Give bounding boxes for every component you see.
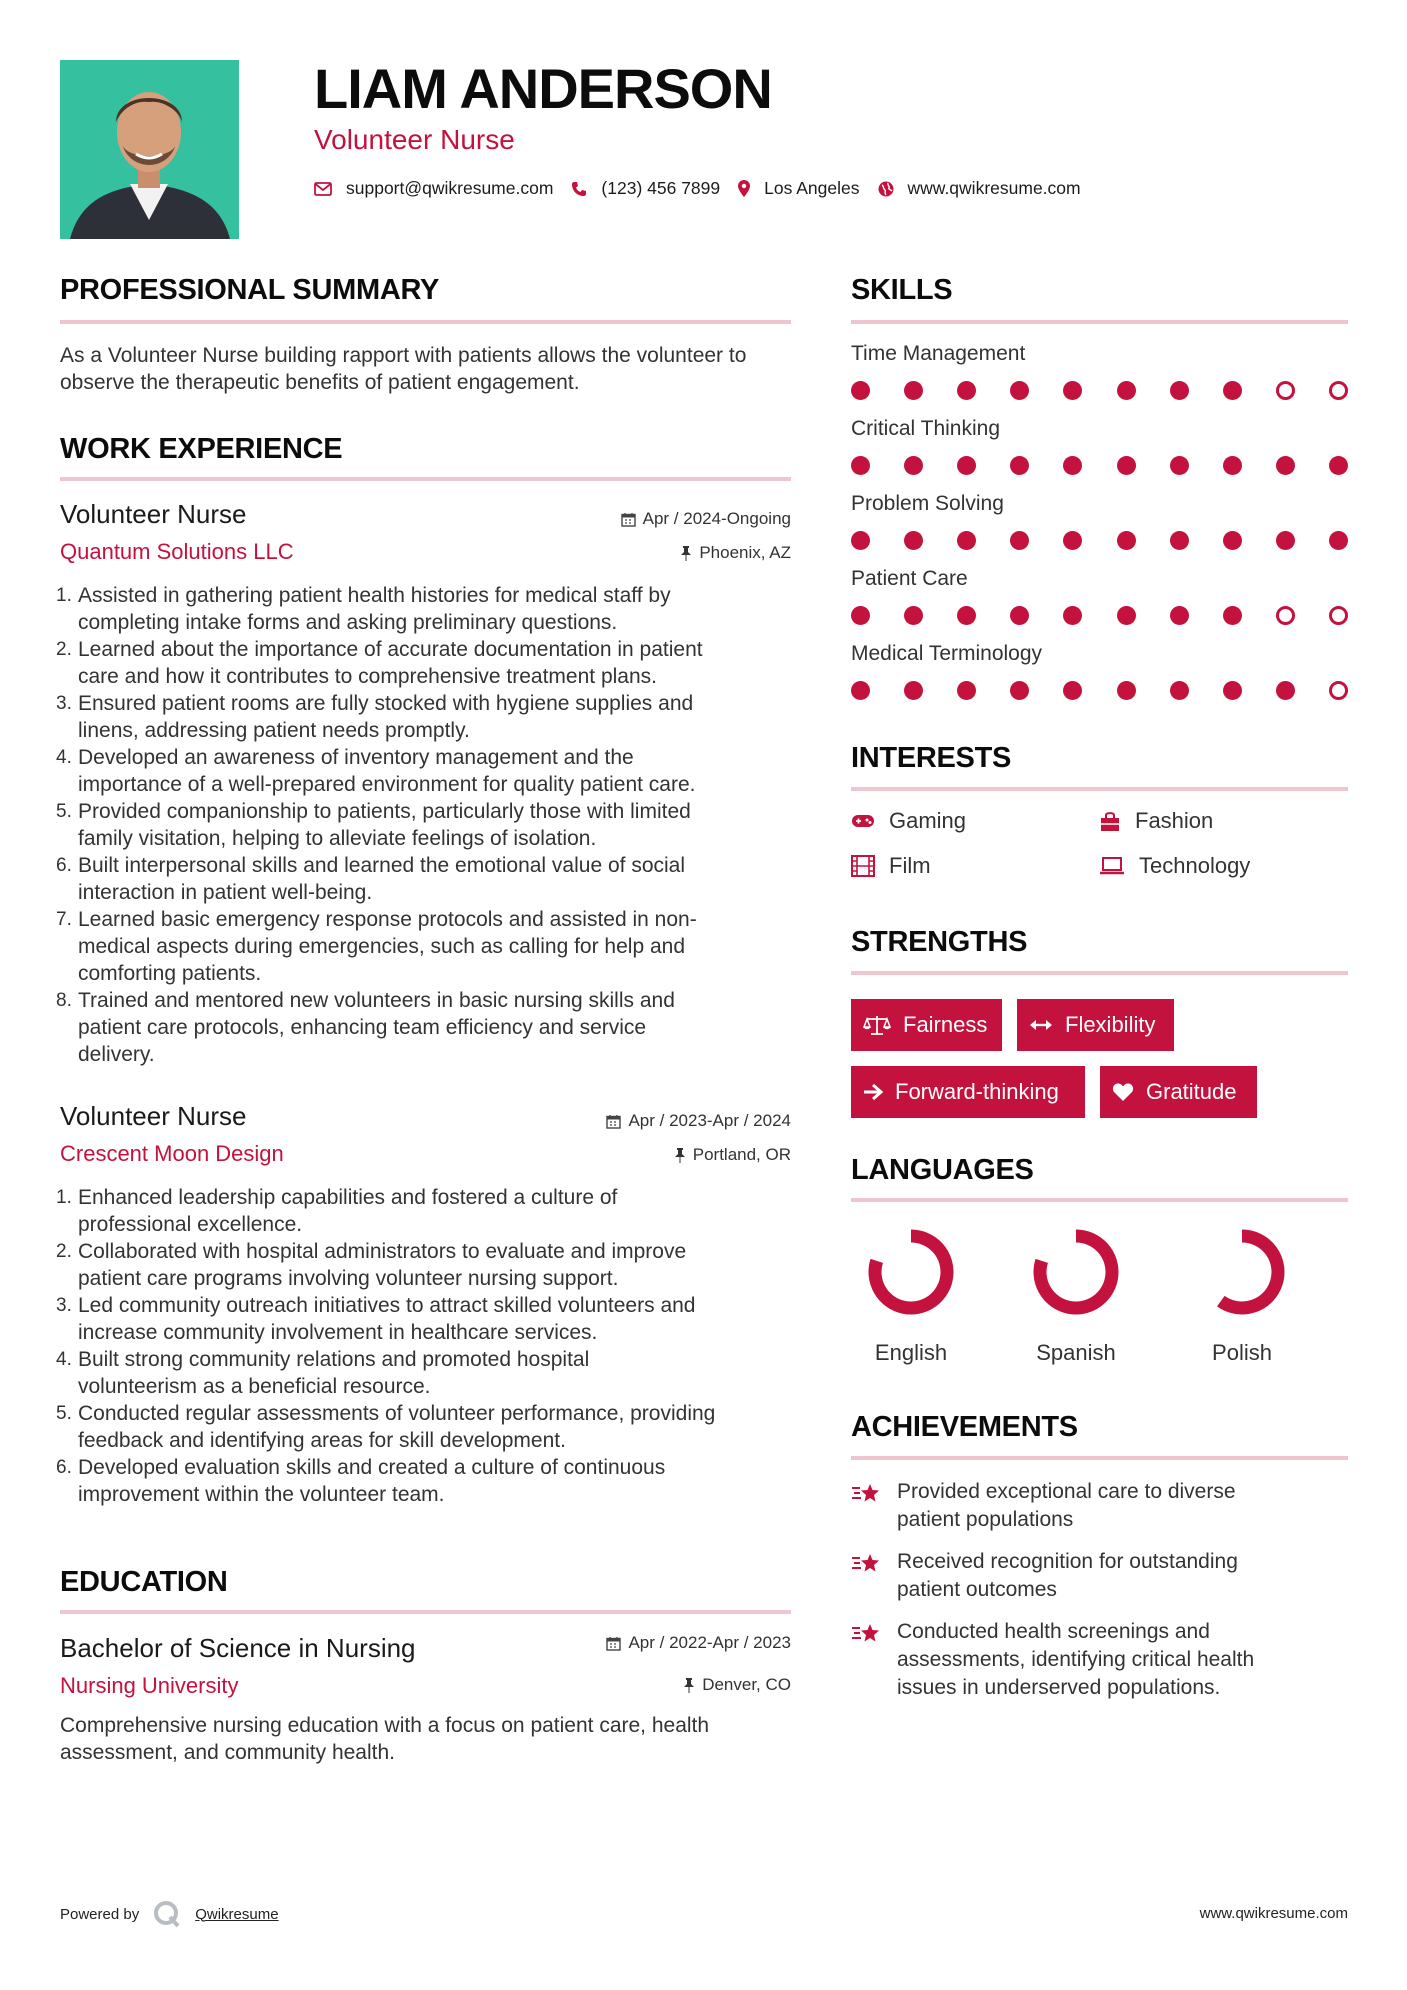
skills-divider — [851, 320, 1348, 324]
language-gauge-arc — [1040, 1236, 1112, 1308]
pushpin-icon — [674, 1148, 686, 1163]
skill-dot-filled — [1329, 531, 1348, 550]
interest-item: Fashion — [1099, 808, 1213, 834]
skill-dot-filled — [1223, 681, 1242, 700]
skill-dot-filled — [1223, 456, 1242, 475]
skill-dot-filled — [1276, 456, 1295, 475]
pushpin-icon — [680, 546, 692, 561]
list-item: 1. Enhanced leadership capabilities and fostered a culture of professional excellence. — [56, 1186, 618, 1236]
job-date-text: Apr / 2023-Apr / 2024 — [628, 1111, 791, 1130]
skill-dot-filled — [1010, 456, 1029, 475]
phone-text: (123) 456 7899 — [601, 178, 721, 198]
education-location — [683, 1675, 791, 1695]
language-gauge — [1016, 1222, 1136, 1322]
skill-dot-filled — [1117, 531, 1136, 550]
job-bullets — [56, 1184, 795, 1508]
contact-website[interactable] — [878, 178, 1081, 199]
profile-photo — [60, 60, 239, 239]
skill-dot-filled — [957, 606, 976, 625]
skill-dot-filled — [1063, 681, 1082, 700]
language-gauge — [851, 1222, 971, 1322]
skill-name: Time Management — [851, 342, 1026, 365]
skill-dot-empty — [1329, 381, 1348, 400]
achievements-divider — [851, 1456, 1348, 1460]
skills-heading: SKILLS — [851, 274, 953, 306]
achievement-item: Received recognition for outstanding patient outcomes — [851, 1548, 1348, 1604]
balance-scale-icon — [863, 1014, 891, 1036]
skill-dot-empty — [1276, 606, 1295, 625]
shooting-star-icon — [851, 1620, 883, 1648]
education-date-text: Apr / 2022-Apr / 2023 — [628, 1633, 791, 1652]
job-location — [680, 543, 791, 563]
list-item: 4. Developed an awareness of inventory management and the importance of a well-prepared environment for quality patient care. — [56, 746, 696, 796]
skill-dot-filled — [1010, 606, 1029, 625]
education-description: Comprehensive nursing education with a focus on patient care, health assessment, and community health. — [60, 1714, 710, 1764]
skill-dot-empty — [1329, 606, 1348, 625]
language-label: English — [874, 1340, 948, 1365]
job-bullets — [56, 582, 795, 1068]
list-item: 2. Learned about the importance of accurate documentation in patient care and how it contributes to comprehensive treatment plans. — [56, 638, 703, 688]
skill-rating — [851, 681, 1348, 701]
skill-dot-filled — [1223, 381, 1242, 400]
skill-name: Problem Solving — [851, 492, 1004, 515]
skill-dot-filled — [904, 381, 923, 400]
language-label: Polish — [1212, 1340, 1272, 1365]
skill-dot-empty — [1329, 681, 1348, 700]
job-location-text: Portland, OR — [692, 1145, 791, 1164]
skill-dot-filled — [1117, 456, 1136, 475]
list-item: 1. Assisted in gathering patient health histories for medical staff by completing intake forms and asking preliminary questions. — [56, 584, 671, 634]
experience-heading: WORK EXPERIENCE — [60, 433, 343, 465]
website-text: www.qwikresume.com — [907, 178, 1081, 198]
list-item: 4. Built strong community relations and promoted hospital volunteerism as a beneficial resource. — [56, 1348, 590, 1398]
job-company: Crescent Moon Design — [60, 1141, 284, 1166]
list-item: 5. Provided companionship to patients, particularly those with limited family visitation, helping to alleviate feelings of isolation. — [56, 800, 691, 850]
skill-dot-filled — [1010, 681, 1029, 700]
skill-dot-filled — [1117, 681, 1136, 700]
shooting-star-icon — [851, 1480, 883, 1508]
strength-badge: Flexibility — [1017, 999, 1174, 1051]
list-item: 5. Conducted regular assessments of volunteer performance, providing feedback and identifying areas for skill development. — [56, 1402, 716, 1452]
language-label: Spanish — [1036, 1340, 1116, 1365]
achievement-item: Conducted health screenings and assessments, identifying critical health issues in underserved populations. — [851, 1618, 1348, 1702]
summary-divider — [60, 320, 791, 324]
skill-dot-filled — [1329, 456, 1348, 475]
skill-dot-filled — [1063, 381, 1082, 400]
contact-phone[interactable] — [571, 178, 720, 199]
skill-dot-filled — [957, 456, 976, 475]
language-gauge — [1182, 1222, 1302, 1322]
skill-dot-filled — [1063, 531, 1082, 550]
envelope-icon — [314, 182, 332, 196]
skill-dot-filled — [904, 531, 923, 550]
list-item: 3. Led community outreach initiatives to attract skilled volunteers and increase community involvement in healthcare services. — [56, 1294, 696, 1344]
interests-divider — [851, 787, 1348, 791]
strength-badge: Gratitude — [1100, 1066, 1257, 1118]
job-date — [621, 509, 791, 529]
calendar-icon — [621, 512, 636, 527]
education-heading: EDUCATION — [60, 1566, 228, 1598]
skill-name: Medical Terminology — [851, 642, 1043, 665]
skill-dot-empty — [1276, 381, 1295, 400]
strength-badge: Forward-thinking — [851, 1066, 1085, 1118]
shopping-bag-icon — [1099, 810, 1121, 832]
globe-icon — [878, 181, 894, 197]
arrow-right-icon — [863, 1083, 883, 1101]
job-company: Quantum Solutions LLC — [60, 539, 294, 564]
languages-heading: LANGUAGES — [851, 1154, 1034, 1186]
skill-dot-filled — [1117, 606, 1136, 625]
skill-dot-filled — [1010, 531, 1029, 550]
film-icon — [851, 855, 875, 877]
candidate-title: Volunteer Nurse — [314, 124, 515, 155]
skill-dot-filled — [851, 381, 870, 400]
skill-dot-filled — [1117, 381, 1136, 400]
laptop-icon — [1099, 857, 1125, 875]
skill-dot-filled — [1276, 531, 1295, 550]
skill-dot-filled — [1170, 606, 1189, 625]
skill-dot-filled — [1170, 381, 1189, 400]
job-date — [606, 1111, 791, 1131]
contact-row — [314, 178, 1099, 199]
skill-dot-filled — [1063, 456, 1082, 475]
list-item: 6. Developed evaluation skills and created a culture of continuous improvement within the volunteer team. — [56, 1456, 666, 1506]
skill-dot-filled — [851, 681, 870, 700]
interest-item: Gaming — [851, 808, 966, 834]
interest-item: Film — [851, 853, 931, 879]
strengths-heading: STRENGTHS — [851, 926, 1028, 958]
skill-dot-filled — [904, 456, 923, 475]
list-item: 3. Ensured patient rooms are fully stocked with hygiene supplies and linens, addressing patient needs promptly. — [56, 692, 694, 742]
email-text: support@qwikresume.com — [346, 178, 554, 198]
skill-rating — [851, 381, 1348, 401]
interests-heading: INTERESTS — [851, 742, 1012, 774]
skill-dot-filled — [1063, 606, 1082, 625]
job-location — [674, 1145, 791, 1165]
achievements-heading: ACHIEVEMENTS — [851, 1411, 1078, 1443]
skill-dot-filled — [851, 531, 870, 550]
education-date — [606, 1633, 791, 1653]
arrows-horizontal-icon — [1029, 1018, 1053, 1032]
interest-item: Technology — [1099, 853, 1250, 879]
job-date-text: Apr / 2024-Ongoing — [642, 509, 791, 528]
school-name: Nursing University — [60, 1673, 239, 1698]
map-marker-icon — [738, 180, 750, 197]
skill-dot-filled — [851, 456, 870, 475]
skill-dot-filled — [904, 681, 923, 700]
list-item: 6. Built interpersonal skills and learned the emotional value of social interaction in patient well-being. — [56, 854, 686, 904]
skill-name: Patient Care — [851, 567, 968, 590]
heart-icon — [1112, 1082, 1134, 1102]
footer-website[interactable]: www.qwikresume.com — [1199, 1905, 1348, 1922]
calendar-icon — [606, 1636, 621, 1651]
powered-by-text: Powered by — [60, 1905, 140, 1923]
skill-dot-filled — [1170, 531, 1189, 550]
summary-heading: PROFESSIONAL SUMMARY — [60, 274, 440, 306]
contact-location — [738, 178, 859, 199]
skill-dot-filled — [957, 681, 976, 700]
degree-title: Bachelor of Science in Nursing — [60, 1633, 416, 1663]
skill-dot-filled — [957, 381, 976, 400]
strength-badge: Fairness — [851, 999, 1002, 1051]
qwikresume-link[interactable]: Qwikresume — [195, 1905, 279, 1923]
candidate-name: LIAM ANDERSON — [314, 57, 772, 120]
shooting-star-icon — [851, 1550, 883, 1578]
skill-name: Critical Thinking — [851, 417, 1000, 440]
strengths-divider — [851, 971, 1348, 975]
experience-divider — [60, 477, 791, 481]
contact-email[interactable] — [314, 178, 553, 199]
job-location-text: Phoenix, AZ — [699, 543, 791, 562]
skill-dot-filled — [957, 531, 976, 550]
summary-text: As a Volunteer Nurse building rapport with patients allows the volunteer to observe the therapeutic benefits of patient engagement. — [60, 344, 747, 394]
pushpin-icon — [683, 1678, 695, 1693]
education-location-text: Denver, CO — [702, 1675, 791, 1694]
skill-dot-filled — [1170, 681, 1189, 700]
list-item: 2. Collaborated with hospital administrators to evaluate and improve patient care programs involving volunteer nursing support. — [56, 1240, 687, 1290]
achievement-item: Provided exceptional care to diverse patient populations — [851, 1478, 1348, 1534]
job-title: Volunteer Nurse — [60, 499, 247, 529]
skill-dot-filled — [1276, 681, 1295, 700]
skill-dot-filled — [904, 606, 923, 625]
qwikresume-logo-icon — [153, 1900, 181, 1928]
phone-icon — [571, 181, 587, 197]
location-text: Los Angeles — [764, 178, 860, 198]
language-gauge-arc — [1221, 1236, 1278, 1308]
calendar-icon — [606, 1114, 621, 1129]
skill-dot-filled — [1223, 606, 1242, 625]
skill-rating — [851, 531, 1348, 551]
job-title: Volunteer Nurse — [60, 1101, 247, 1131]
skill-dot-filled — [1010, 381, 1029, 400]
gamepad-icon — [851, 813, 875, 829]
skill-dot-filled — [851, 606, 870, 625]
list-item: 8. Trained and mentored new volunteers in basic nursing skills and patient care protocols, enhancing team efficiency and service delivery. — [56, 989, 675, 1066]
skill-rating — [851, 456, 1348, 476]
skill-rating — [851, 606, 1348, 626]
languages-divider — [851, 1198, 1348, 1202]
list-item: 7. Learned basic emergency response protocols and assisted in non- medical aspects during emergencies, such as calling for help and comforting patients. — [56, 908, 697, 985]
skill-dot-filled — [1223, 531, 1242, 550]
skill-dot-filled — [1170, 456, 1189, 475]
language-gauge-arc — [875, 1236, 947, 1308]
education-divider — [60, 1610, 791, 1614]
footer-powered-by — [60, 1900, 279, 1928]
